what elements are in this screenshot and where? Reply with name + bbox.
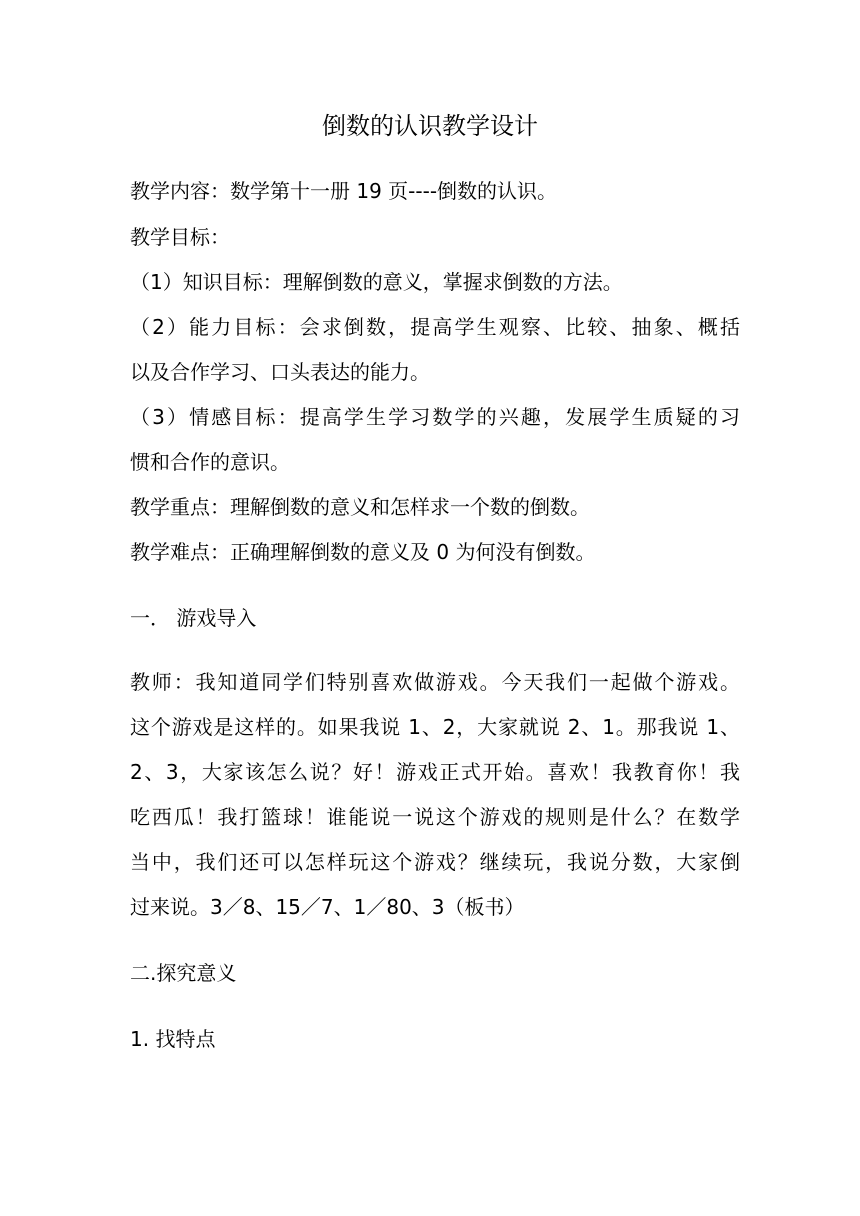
subsection-heading-find-features: 1. 找特点 [130, 1027, 216, 1051]
paragraph-line-2: 这个游戏是这样的。如果我说 1、2，大家就说 2、1。那我说 1、 [130, 715, 740, 739]
paragraph-line-5: 当中，我们还可以怎样玩这个游戏？继续玩，我说分数，大家倒 [130, 850, 740, 874]
paragraph-line-3: 2、3，大家该怎么说？好！游戏正式开始。喜欢！我教育你！我 [130, 760, 740, 784]
teaching-goals-heading: 教学目标： [130, 225, 230, 249]
section-heading-game-intro: 一． 游戏导入 [130, 606, 257, 630]
teaching-content-line: 教学内容：数学第十一册 19 页----倒数的认识。 [130, 179, 558, 203]
teaching-key-point-line: 教学重点：理解倒数的意义和怎样求一个数的倒数。 [130, 495, 590, 519]
ability-goal-line-2: 以及合作学习、口头表达的能力。 [130, 360, 430, 384]
emotion-goal-line-1: （3）情感目标：提高学生学习数学的兴趣，发展学生质疑的习 [130, 405, 740, 429]
knowledge-goal-line: （1）知识目标：理解倒数的意义，掌握求倒数的方法。 [130, 270, 623, 294]
paragraph-line-6: 过来说。3／8、15／7、1／80、3（板书） [130, 895, 525, 919]
ability-goal-line-1: （2）能力目标：会求倒数，提高学生观察、比较、抽象、概括 [130, 315, 740, 339]
paragraph-line-1: 教师：我知道同学们特别喜欢做游戏。今天我们一起做个游戏。 [130, 670, 740, 694]
emotion-goal-line-2: 惯和合作的意识。 [130, 450, 290, 474]
paragraph-line-4: 吃西瓜！我打篮球！谁能说一说这个游戏的规则是什么？在数学 [130, 805, 740, 829]
teaching-difficulty-line: 教学难点：正确理解倒数的意义及 0 为何没有倒数。 [130, 540, 596, 564]
section-heading-explore-meaning: 二.探究意义 [130, 961, 237, 985]
document-title: 倒数的认识教学设计 [322, 112, 538, 140]
